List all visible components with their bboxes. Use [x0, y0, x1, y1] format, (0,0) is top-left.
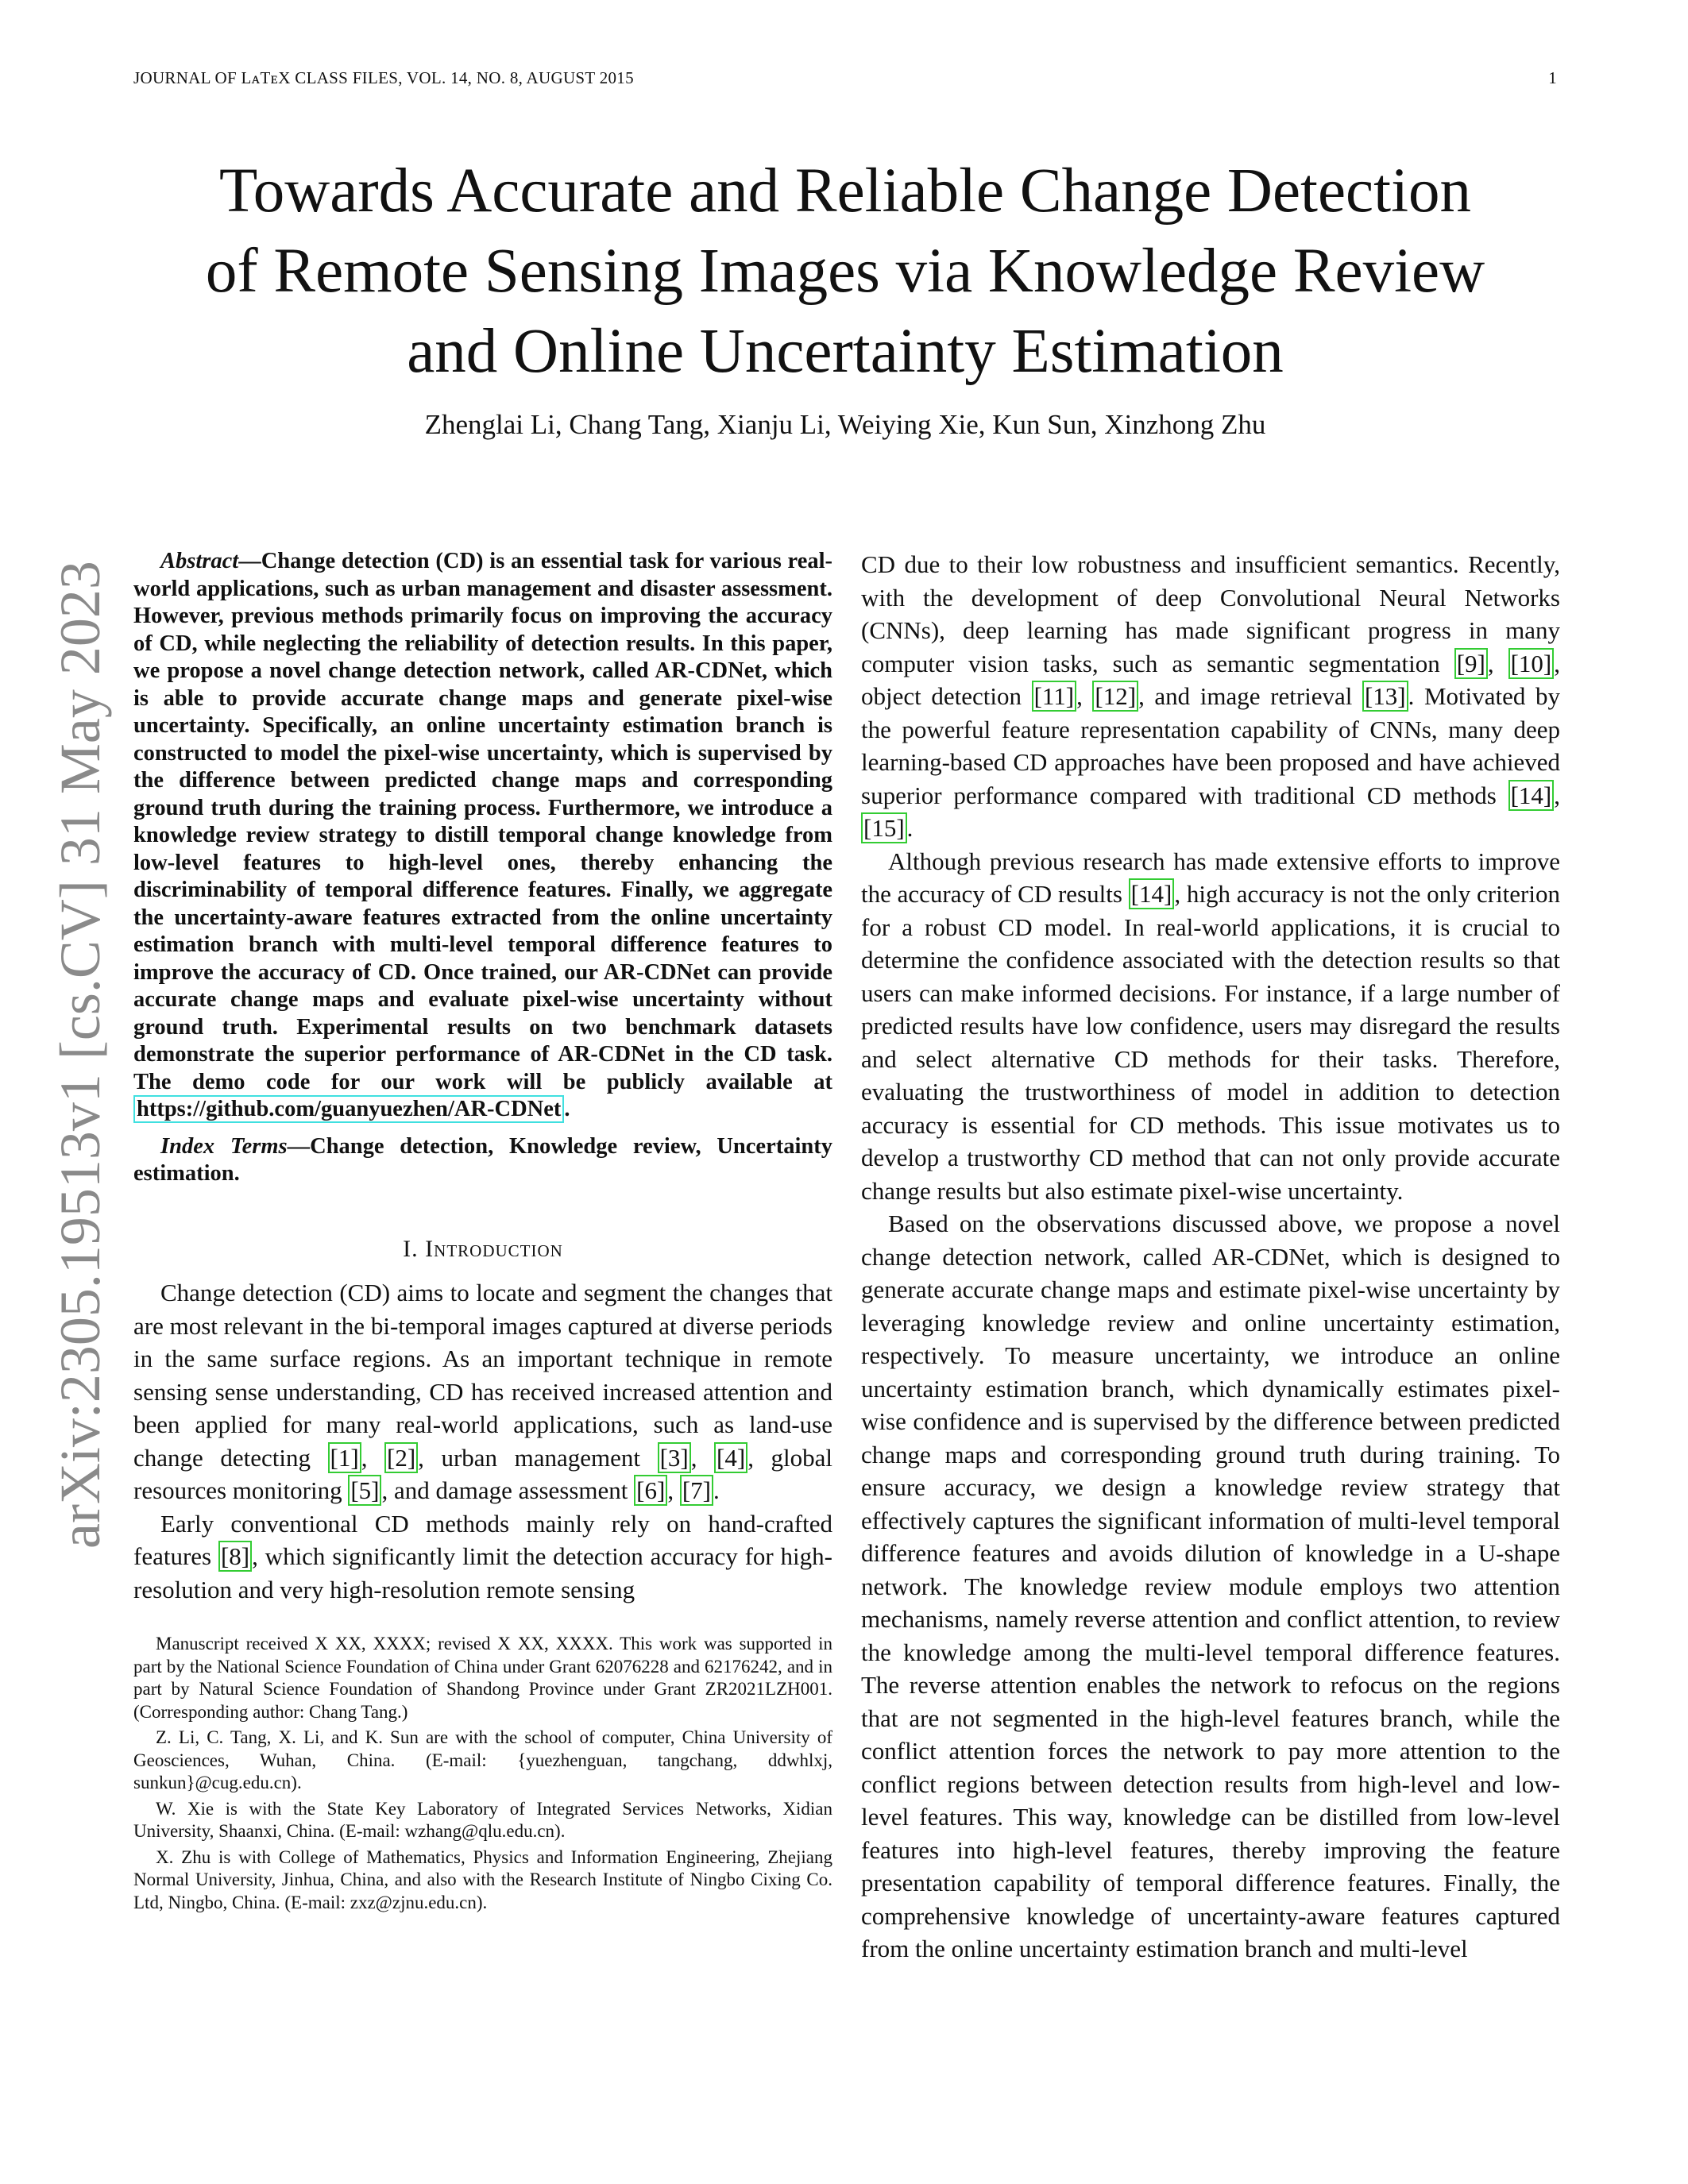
citation-10[interactable]: [10]	[1508, 648, 1555, 679]
index-terms-label: Index Terms	[160, 1133, 288, 1159]
footnote-affiliation-2: W. Xie is with the State Key Laboratory of Integrated Services Networks, Xidian University, Shaanxi, China. (E-mail: wzhang@qlu.edu.cn).	[133, 1798, 832, 1841]
text-run: ,	[1076, 682, 1093, 710]
text-run: , urban management	[418, 1443, 658, 1472]
text-run: , object detection	[861, 649, 1560, 710]
citation-7[interactable]: [7]	[680, 1475, 713, 1506]
citation-14-repeat[interactable]: [14]	[1129, 878, 1175, 909]
text-run: .	[713, 1476, 720, 1504]
right-paragraph-3: Based on the observations discussed above, we propose a novel change detection network, called AR-CDNet, which is designed to generate accurate change maps and estimate pixel-wise uncertainty by leveraging knowledge review and online uncertainty estimation, respectively. To measure uncertainty, we introduce an online uncertainty estimation branch, which dynamically estimates pixel-wise confidence and is supervised by the difference between predicted change maps and corresponding ground truth during training. To ensure accuracy, we design a knowledge review strategy that effectively captures the significant information of multi-level temporal difference features and avoids dilution of knowledge in a U-shape network. The knowledge review module employs two attention mechanisms, namely reverse attention and conflict attention, to review the knowledge among the multi-level temporal difference features. The reverse attention enables the network to refocus on the regions that are not segmented in the high-level features branch, while the conflict attention forces the network to pay more attention to the conflict regions between detection results from high-level and low-level features. This way, knowledge can be distilled from low-level features into high-level features, thereby improving the feature presentation capability of temporal difference features. Finally, the comprehensive knowledge of uncertainty-aware features captured from the online uncertainty estimation branch and multi-level	[861, 1210, 1560, 1962]
section-title: Introduction	[425, 1235, 563, 1262]
journal-name: JOURNAL OF LᴀTᴇX CLASS FILES, VOL. 14, NO. 8, AUGUST 2015	[133, 68, 634, 87]
paper-title	[133, 151, 1557, 392]
citation-8[interactable]: [8]	[218, 1541, 252, 1572]
index-terms-text: —Change detection, Knowledge review, Uncertainty estimation.	[133, 1133, 832, 1186]
title-line-2: of Remote Sensing Images via Knowledge Review	[205, 237, 1485, 306]
page-number: 1	[1548, 68, 1557, 87]
right-paragraph-2	[861, 845, 1560, 1208]
abstract-text: —Change detection (CD) is an essential task for various real-world applications, such as urban management and disaster assessment. However, previous methods primarily focus on improving the accuracy of CD, while neglecting the reliability of detection results. In this paper, we propose a novel change detection network, called AR-CDNet, which is able to provide accurate change maps and generate pixel-wise uncertainty. Specifically, an online uncertainty estimation branch is constructed to model the pixel-wise uncertainty, which is supervised by the difference between predicted change maps and corresponding ground truth during the training process. Furthermore, we introduce a knowledge review strategy to distill temporal change knowledge from low-level features to high-level ones, thereby enhancing the discriminability of temporal difference features. Finally, we aggregate the uncertainty-aware features extracted from the online uncertainty estimation branch with multi-level temporal difference features to improve the accuracy of CD. Once trained, our AR-CDNet can provide accurate change maps and evaluate pixel-wise uncertainty without ground truth. Experimental results on two benchmark datasets demonstrate the superior performance of AR-CDNet in the CD task. The demo code for our work will be publicly available at	[133, 549, 832, 1094]
footnote-manuscript: Manuscript received X XX, XXXX; revised X XX, XXXX. This work was supported in part by the National Science Foundation of China under Grant 62076228 and 62176242, and in part by Natural Science Foundation of Shandong Province under Grant ZR2021LZH001. (Corresponding author: Chang Tang.)	[133, 1634, 832, 1722]
citation-11[interactable]: [11]	[1032, 681, 1077, 712]
title-block	[133, 151, 1557, 441]
abstract	[133, 548, 832, 1124]
citation-15[interactable]: [15]	[861, 812, 907, 843]
author-list: Zhenglai Li, Chang Tang, Xianju Li, Weiying Xie, Kun Sun, Xinzhong Zhu	[424, 409, 1266, 440]
citation-3[interactable]: [3]	[658, 1442, 691, 1473]
text-run: Early conventional CD methods mainly rely on hand-crafted features	[133, 1509, 832, 1570]
running-head	[133, 68, 1557, 88]
text-run: ,	[361, 1443, 384, 1472]
right-column	[861, 548, 1560, 1966]
text-run: ,	[690, 1443, 715, 1472]
citation-9[interactable]: [9]	[1454, 648, 1488, 679]
text-run: , and image retrieval	[1138, 682, 1362, 710]
text-run: CD due to their low robustness and insufficient semantics. Recently, with the development of deep Convolutional Neural Networks (CNNs), deep learning has made significant progress in many computer vision tasks, such as semantic segmentation	[861, 550, 1560, 677]
left-column	[133, 548, 832, 1917]
intro-paragraph-2	[133, 1507, 832, 1607]
citation-14[interactable]: [14]	[1508, 780, 1555, 811]
text-run: Change detection (CD) aims to locate and segment the changes that are most relevant in the bi-temporal images captured at diverse periods in the same surface regions. As an important technique in remote sensing sense understanding, CD has received increased attention and been applied for many real-world applications, such as land-use change detecting	[133, 1279, 832, 1472]
citation-5[interactable]: [5]	[348, 1475, 381, 1506]
text-run: , high accuracy is not the only criterion for a robust CD model. In real-world applications, it is crucial to determine the confidence associated with the detection results so that users can make informed decisions. For instance, if a large number of predicted results have low confidence, users may disregard the results and select alternative CD methods for their tasks. Therefore, evaluating the trustworthiness of model in addition to detection accuracy is essential for CD methods. This issue motivates us to develop a trustworthy CD method that can not only provide accurate change results but also estimate pixel-wise uncertainty.	[861, 880, 1560, 1205]
text-run: ,	[1554, 781, 1560, 809]
index-terms	[133, 1133, 832, 1188]
right-paragraph-1	[861, 548, 1560, 845]
text-run: . Motivated by the powerful feature representation capability of CNNs, many deep learning-based CD approaches have been proposed and have achieved superior performance compared with traditional CD methods	[861, 682, 1561, 809]
text-run: , and damage assessment	[381, 1476, 635, 1504]
text-run: Although previous research has made extensive efforts to improve the accuracy of CD results	[861, 847, 1560, 908]
code-link[interactable]: https://github.com/guanyuezhen/AR-CDNet	[133, 1095, 564, 1123]
text-run: .	[906, 814, 914, 842]
citation-2[interactable]: [2]	[384, 1442, 418, 1473]
footnote-affiliation-1: Z. Li, C. Tang, X. Li, and K. Sun are with the school of computer, China University of Geosciences, Wuhan, China. (E-mail: {yuezhenguan, tangchang, ddwhlxj, sunkun}@cug.edu.cn).	[133, 1727, 832, 1792]
citation-6[interactable]: [6]	[634, 1475, 667, 1506]
title-line-1: Towards Accurate and Reliable Change Detection	[218, 156, 1472, 226]
section-numeral: I.	[403, 1235, 426, 1262]
abstract-label: Abstract	[160, 549, 239, 573]
title-line-3: and Online Uncertainty Estimation	[407, 317, 1284, 386]
citation-1[interactable]: [1]	[328, 1442, 361, 1473]
footnote-affiliation-3: X. Zhu is with College of Mathematics, Physics and Information Engineering, Zhejiang Normal University, Jinhua, China, and also with the Research Institute of Ningbo Cixing Co. Ltd, Ningbo, China. (E-mail: zxz@zjnu.edu.cn).	[133, 1846, 832, 1912]
citation-12[interactable]: [12]	[1092, 681, 1138, 712]
citation-13[interactable]: [13]	[1362, 681, 1408, 712]
citation-4[interactable]: [4]	[714, 1442, 747, 1473]
intro-paragraph-1	[133, 1276, 832, 1507]
text-run: , global resources monitoring	[133, 1443, 832, 1504]
section-heading-introduction	[133, 1233, 832, 1266]
text-run: ,	[667, 1476, 680, 1504]
text-run: ,	[1487, 649, 1508, 677]
footnotes	[133, 1633, 832, 1914]
text-run: , which significantly limit the detection accuracy for high-resolution and very high-resolution remote sensing	[133, 1542, 832, 1603]
abstract-end: .	[564, 1097, 570, 1121]
arxiv-stamp: arXiv:2305.19513v1 [cs.CV] 31 May 2023	[48, 561, 112, 1549]
